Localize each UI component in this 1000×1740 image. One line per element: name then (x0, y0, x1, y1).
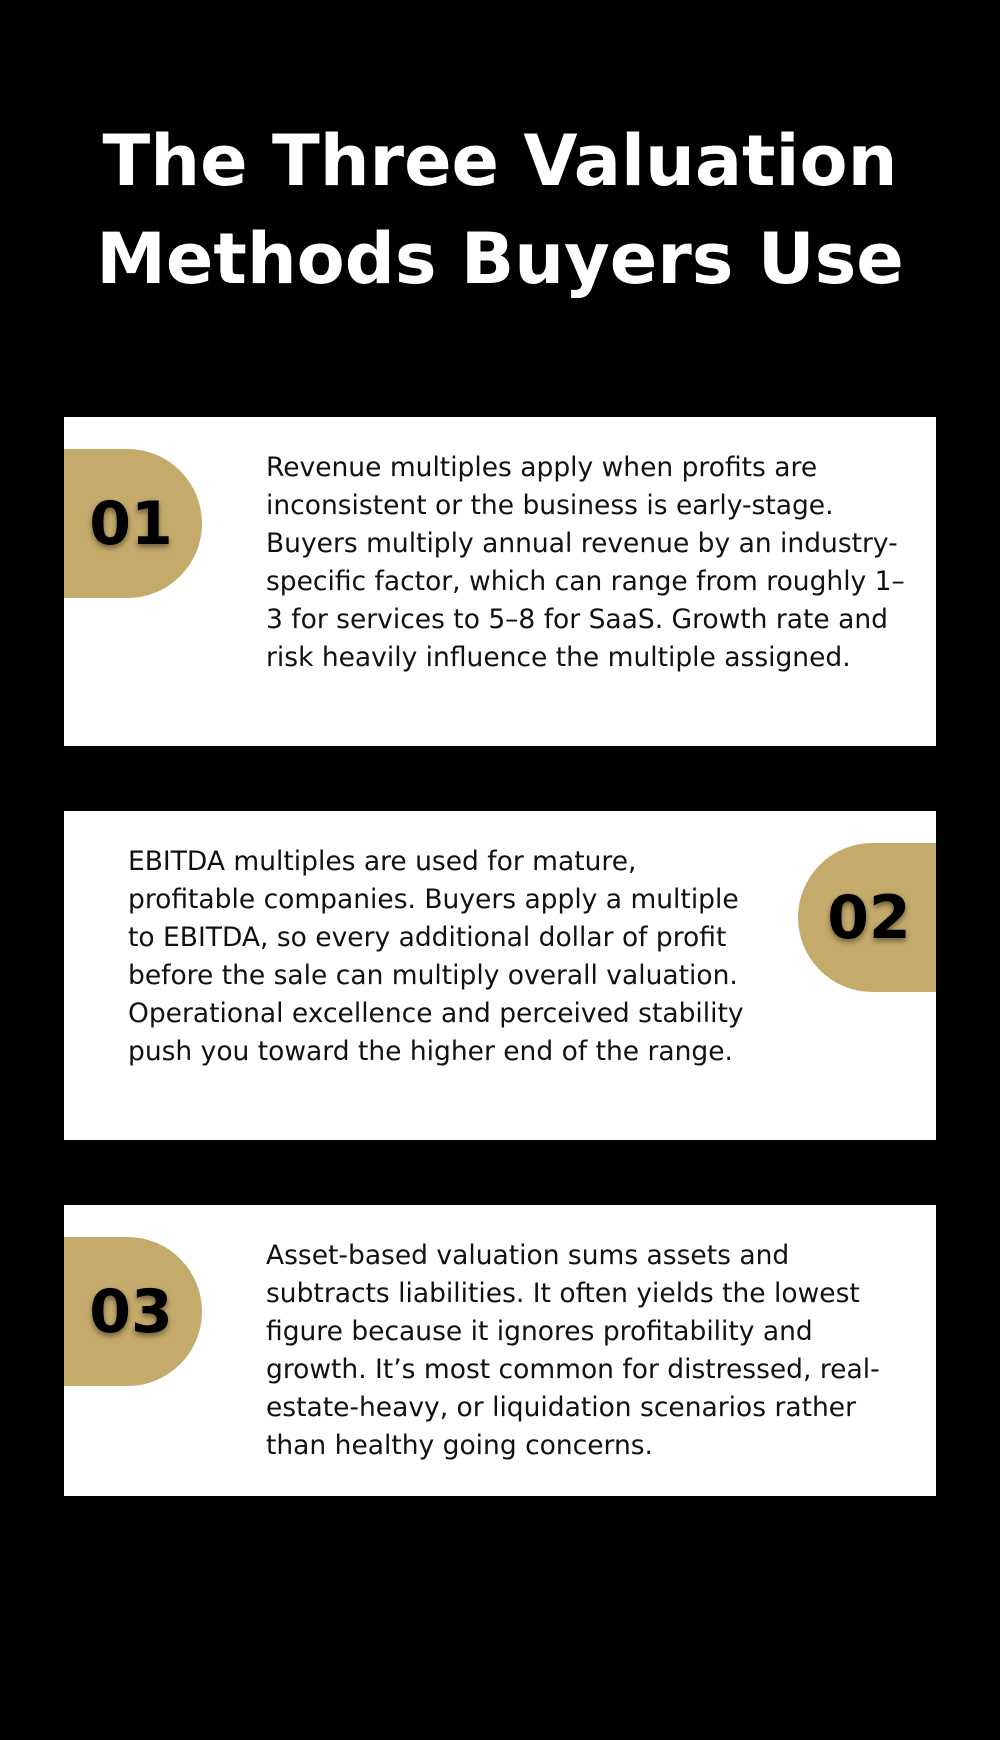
method-card-revenue (64, 417, 936, 746)
method-card-asset (64, 1205, 936, 1496)
method-card-ebitda (64, 811, 936, 1140)
step-number-badge: 03 (64, 1237, 202, 1386)
step-number-badge: 02 (798, 843, 936, 992)
page-title (0, 112, 1000, 308)
method-description: Asset-based valuation sums assets and subtracts liabilities. It often yields the lowest figure because it ignores profitability and growth. It’s most common for distressed, real-estate-heavy, or liquidation scenarios rather than healthy going concerns. (266, 1240, 880, 1461)
step-number-badge: 01 (64, 449, 202, 598)
method-description: Revenue multiples apply when profits are inconsistent or the business is early-stage. Buyers multiply annual revenue by an industry-specific factor, which can range from roughly 1–3 for services to 5–8 for SaaS. Growth rate and risk heavily influence the multiple assigned. (266, 452, 905, 673)
page-title-line-1: The Three Valuation (102, 120, 898, 202)
method-description: EBITDA multiples are used for mature, profitable companies. Buyers apply a multiple to EBITDA, so every additional dollar of profit before the sale can multiply overall valuation. Operational excellence and perceived stability push you toward the higher end of the range. (128, 846, 744, 1067)
page-title-line-2: Methods Buyers Use (96, 218, 904, 300)
